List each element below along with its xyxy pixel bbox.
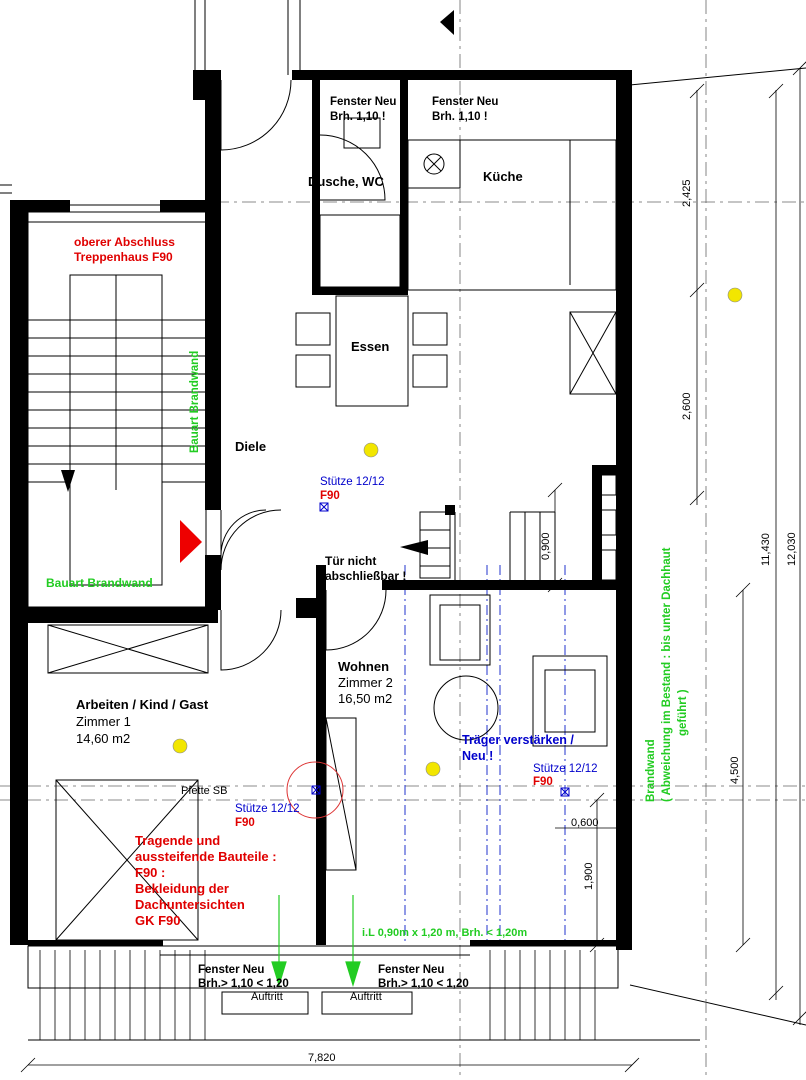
- room-label-living: Wohnen: [338, 659, 390, 674]
- window-note-kitchen-1: Fenster Neu: [432, 96, 499, 108]
- door-note-1: Tür nicht: [325, 554, 377, 568]
- room-label-work: Arbeiten / Kind / Gast: [76, 697, 209, 712]
- entry-marker: [180, 520, 202, 563]
- window-note-kitchen-2: Brh. 1,10 !: [432, 111, 488, 123]
- window-note-bottom-left-2: Brh.> 1,10 < 1,20: [198, 978, 289, 990]
- column-3-label: Stütze 12/12: [533, 763, 598, 775]
- bearing-note-3: F90 :: [135, 865, 166, 880]
- dim-0900: 0,900: [540, 532, 552, 560]
- dim-1900: 1,900: [583, 862, 595, 890]
- dim-11430: 11,430: [760, 533, 772, 566]
- beam-note-1: Träger verstärken /: [462, 733, 574, 747]
- dim-2425: 2,425: [681, 179, 693, 207]
- column-3-fire: F90: [533, 776, 553, 788]
- bearing-note-2: aussteifende Bauteile :: [135, 849, 277, 864]
- room-number-living: Zimmer 2: [338, 675, 393, 690]
- window-note-bottom-right-1: Fenster Neu: [378, 964, 445, 976]
- opening-note: i.L 0,90m x 1,20 m, Brh. < 1,20m: [362, 927, 528, 939]
- column-1-label: Stütze 12/12: [320, 476, 385, 488]
- right-firewall-note-1: ( Abweichung im Bestand : bis unter Dachhaut: [661, 547, 673, 802]
- dim-2600: 2,600: [681, 392, 693, 420]
- purlin-label: Pfette SB: [181, 785, 228, 797]
- room-label-hall: Diele: [235, 439, 267, 454]
- right-firewall-label: Brandwand: [645, 739, 657, 802]
- step-label-left: Auftritt: [251, 991, 283, 1003]
- beam-note-2: Neu !: [462, 749, 494, 763]
- bearing-note-4: Bekleidung der: [135, 881, 229, 896]
- stair-top-note-2: Treppenhaus F90: [74, 250, 173, 264]
- column-1-fire: F90: [320, 490, 340, 502]
- stair-treads: [28, 338, 206, 482]
- column-2-fire: F90: [235, 817, 255, 829]
- room-label-kitchen: Küche: [483, 169, 523, 184]
- room-area-living: 16,50 m2: [338, 691, 393, 706]
- window-note-bath-2: Brh. 1,10 !: [330, 111, 386, 123]
- step-label-right: Auftritt: [350, 991, 382, 1003]
- window-note-bottom-left-1: Fenster Neu: [198, 964, 265, 976]
- dim-7820: 7,820: [308, 1052, 336, 1064]
- bearing-note-6: GK F90: [135, 913, 181, 928]
- window-note-bath-1: Fenster Neu: [330, 96, 397, 108]
- room-label-shower: Dusche, WC: [308, 174, 384, 189]
- dim-12030: 12,030: [786, 532, 798, 566]
- hall-stair-arrow: [400, 540, 428, 555]
- top-north-marker: [440, 10, 454, 35]
- railing: [40, 950, 595, 1040]
- room-area-work: 14,60 m2: [76, 731, 131, 746]
- stair-down-arrow: [61, 470, 75, 492]
- bearing-note-1: Tragende und: [135, 833, 221, 848]
- window-note-bottom-right-2: Brh.> 1,10 < 1,20: [378, 978, 469, 990]
- fire-wall-vertical-label: Bauart Brandwand: [189, 350, 201, 453]
- bearing-note-5: Dachuntersichten: [135, 897, 245, 912]
- fire-wall-horizontal-label: Bauart Brandwand: [46, 576, 153, 590]
- door-note-2: abschließbar !: [325, 569, 407, 583]
- room-number-work: Zimmer 1: [76, 714, 131, 729]
- dim-4500: 4,500: [729, 756, 741, 784]
- right-firewall-note-2: geführt ): [677, 689, 689, 736]
- room-label-dining: Essen: [351, 339, 390, 354]
- column-2-label: Stütze 12/12: [235, 803, 300, 815]
- light-fixtures: [173, 288, 742, 776]
- dim-0600: 0,600: [571, 817, 599, 829]
- stair-top-note-1: oberer Abschluss: [74, 235, 175, 249]
